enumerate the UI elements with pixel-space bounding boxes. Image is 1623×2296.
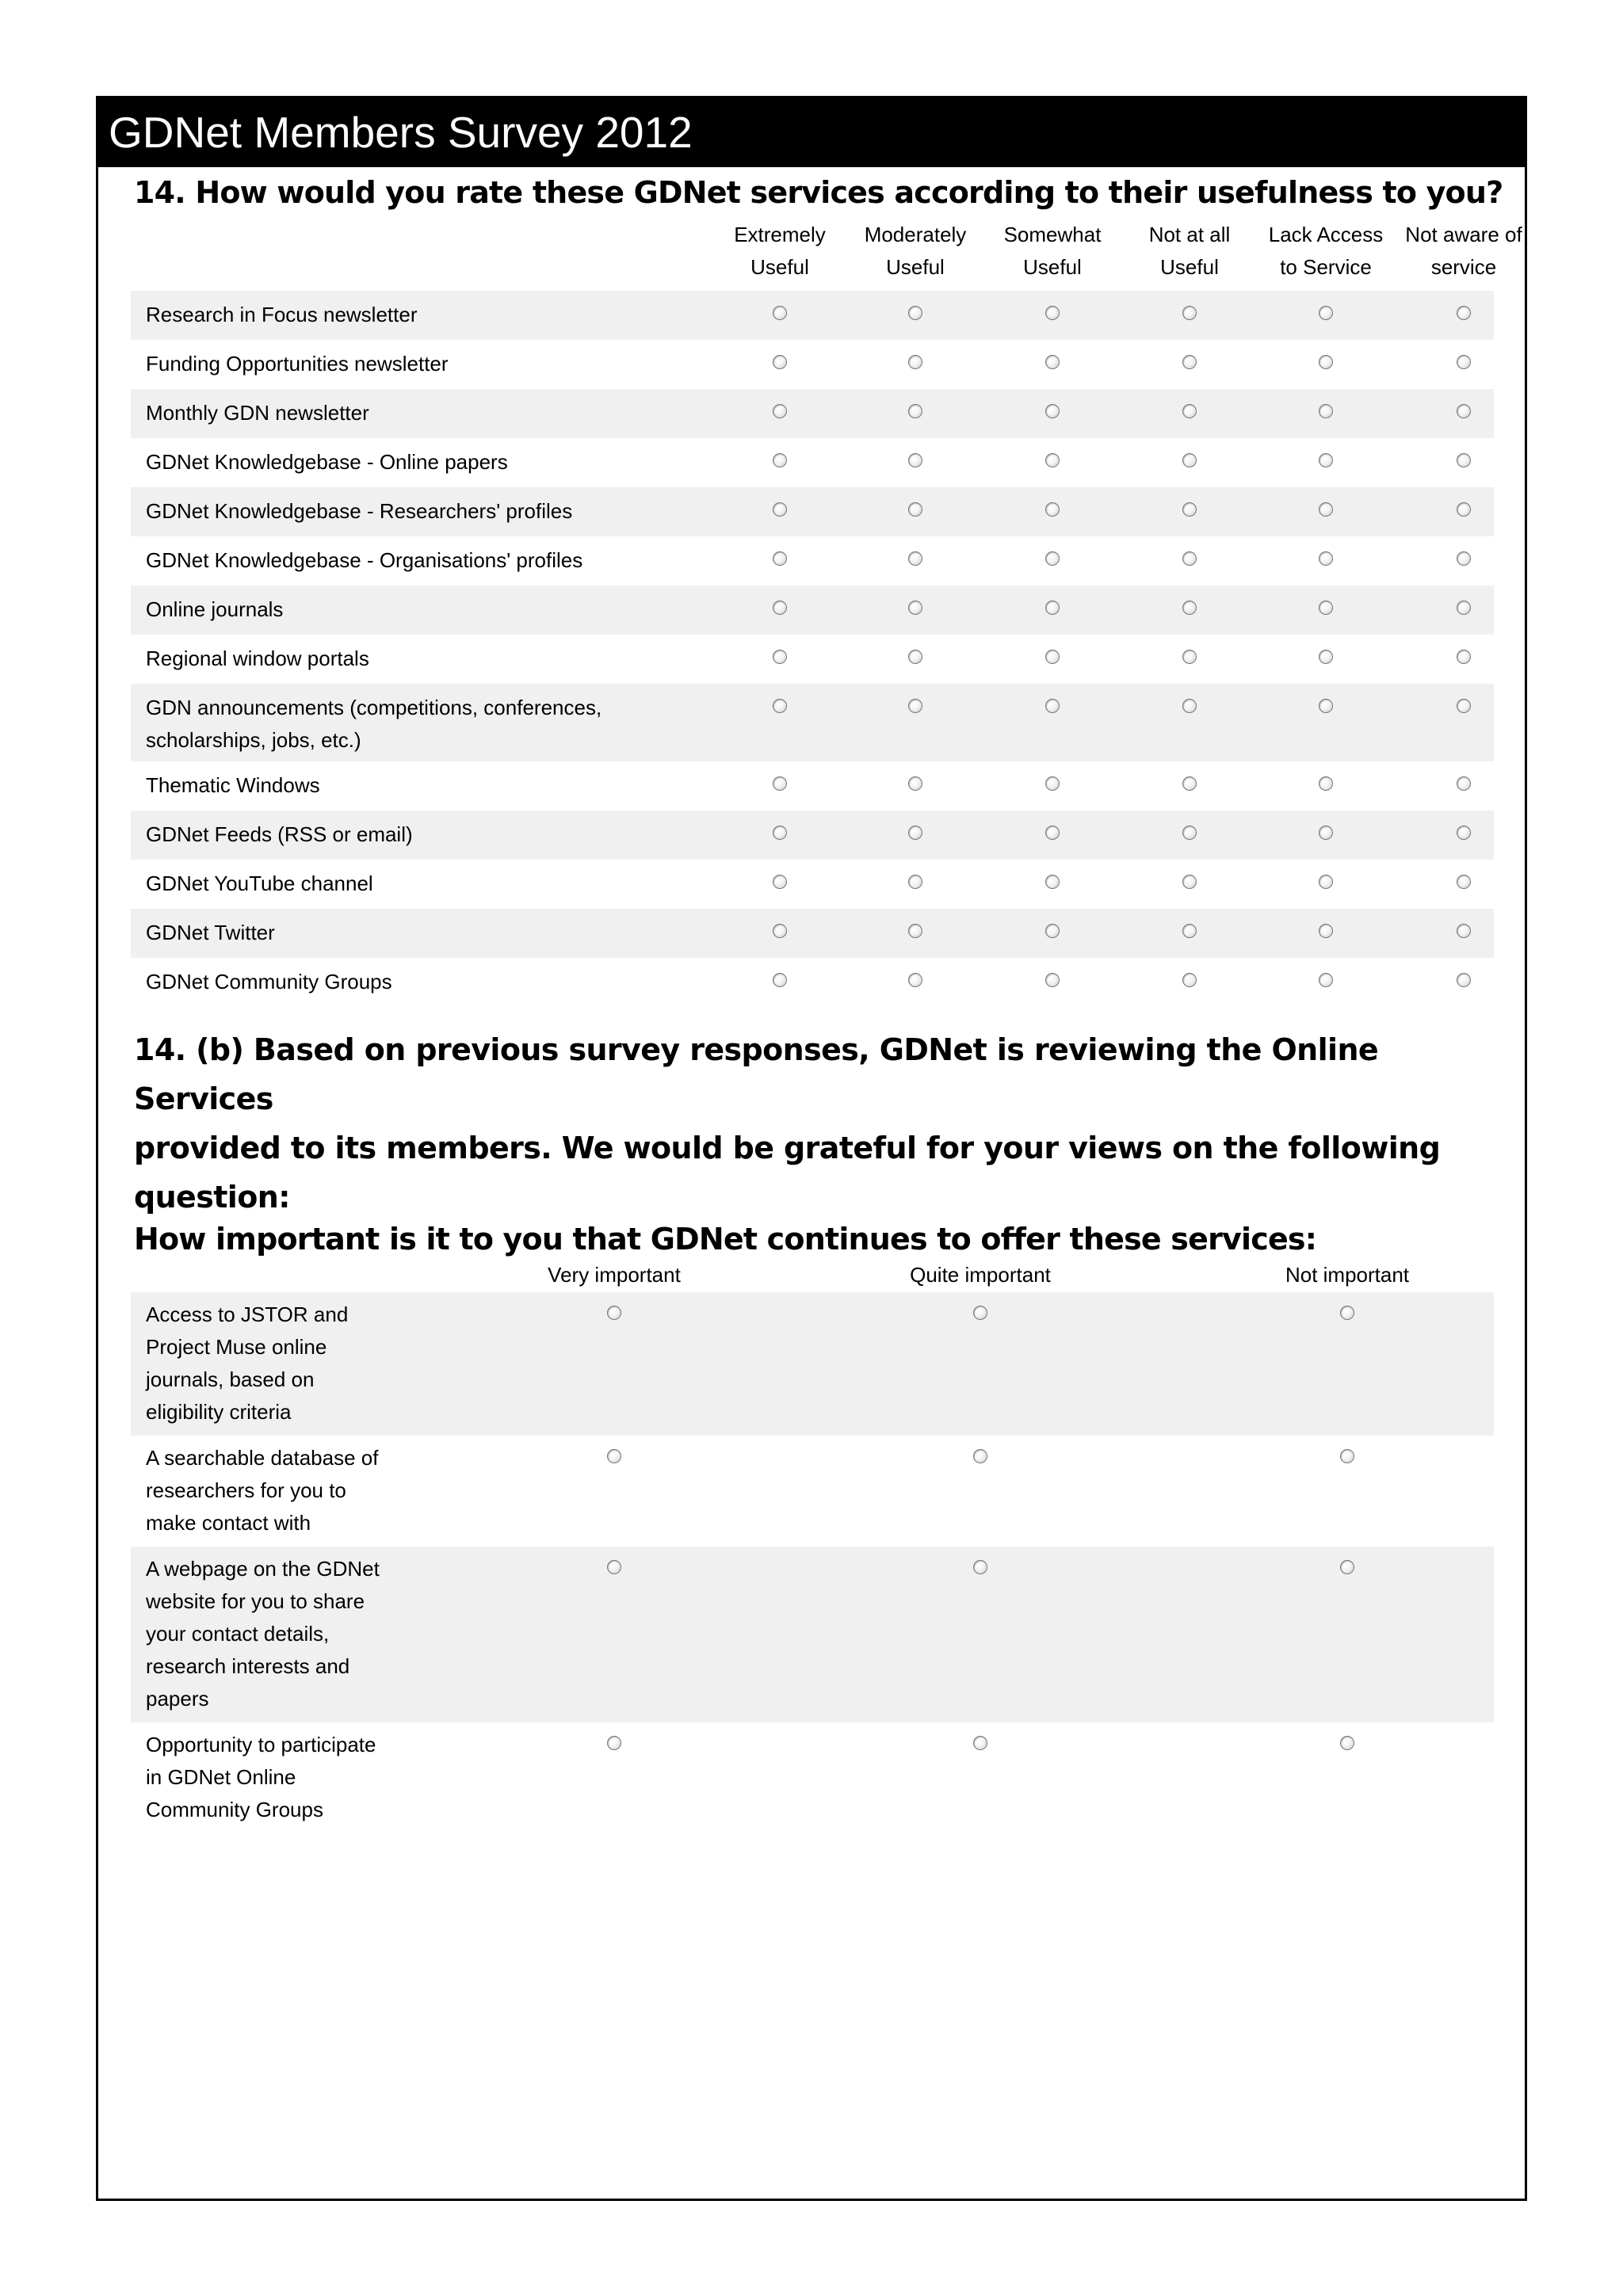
column-header-line: Moderately bbox=[864, 223, 967, 246]
row-label-line: Opportunity to participate bbox=[146, 1733, 376, 1756]
row-label bbox=[146, 769, 320, 802]
row-label-line: researchers for you to bbox=[146, 1478, 346, 1502]
question-14-grid bbox=[131, 219, 1522, 1011]
rating-radio[interactable] bbox=[908, 650, 922, 664]
rating-radio[interactable] bbox=[1182, 355, 1197, 369]
rating-radio[interactable] bbox=[1319, 355, 1333, 369]
rating-radio[interactable] bbox=[1045, 453, 1060, 467]
question-14b-subtitle: How important is it to you that GDNet continues to offer these services: bbox=[134, 1222, 1317, 1257]
rating-radio[interactable] bbox=[1045, 699, 1060, 713]
table-row bbox=[131, 340, 1494, 389]
rating-radio[interactable] bbox=[773, 551, 787, 566]
row-label-line: GDNet Knowledgebase - Researchers' profiles bbox=[146, 499, 573, 523]
rating-radio[interactable] bbox=[1457, 826, 1471, 840]
table-row bbox=[131, 1436, 1494, 1547]
row-label-line: GDNet Feeds (RSS or email) bbox=[146, 822, 413, 846]
column-header: Not important bbox=[1285, 1263, 1410, 1287]
rating-radio[interactable] bbox=[1182, 699, 1197, 713]
rating-radio[interactable] bbox=[1457, 973, 1471, 987]
row-label-line: A webpage on the GDNet bbox=[146, 1556, 380, 1581]
rating-radio[interactable] bbox=[908, 776, 922, 791]
column-header bbox=[1149, 219, 1231, 284]
importance-radio[interactable] bbox=[973, 1449, 987, 1463]
rating-radio[interactable] bbox=[908, 404, 922, 418]
row-label-line: GDNet YouTube channel bbox=[146, 871, 373, 895]
importance-radio[interactable] bbox=[607, 1306, 621, 1320]
rating-radio[interactable] bbox=[1457, 699, 1471, 713]
rating-radio[interactable] bbox=[1319, 776, 1333, 791]
column-header: Very important bbox=[548, 1263, 681, 1287]
row-label bbox=[146, 1553, 380, 1715]
column-header-line: Not at all bbox=[1148, 223, 1231, 246]
rating-radio[interactable] bbox=[1182, 453, 1197, 467]
rating-radio[interactable] bbox=[1045, 551, 1060, 566]
column-header bbox=[1405, 219, 1522, 284]
column-header-line: Useful bbox=[750, 255, 809, 279]
question-14b-line: 14. (b) Based on previous survey responses, GDNet is reviewing the Online Services bbox=[134, 1032, 1379, 1116]
row-label bbox=[146, 692, 601, 757]
row-label-line: GDNet Knowledgebase - Online papers bbox=[146, 450, 508, 474]
table-row bbox=[131, 761, 1494, 810]
rating-radio[interactable] bbox=[1319, 924, 1333, 938]
column-header: Quite important bbox=[910, 1263, 1051, 1287]
rating-radio[interactable] bbox=[1045, 875, 1060, 889]
column-header-line: Lack Access bbox=[1268, 223, 1384, 246]
importance-radio[interactable] bbox=[973, 1736, 987, 1750]
importance-radio[interactable] bbox=[1340, 1306, 1354, 1320]
rating-radio[interactable] bbox=[908, 826, 922, 840]
rating-radio[interactable] bbox=[773, 699, 787, 713]
rating-radio[interactable] bbox=[1045, 502, 1060, 517]
question-14b-grid bbox=[131, 1263, 1494, 1981]
rating-radio[interactable] bbox=[1182, 551, 1197, 566]
rating-radio[interactable] bbox=[1319, 826, 1333, 840]
column-header-line: Extremely bbox=[734, 223, 826, 246]
rating-radio[interactable] bbox=[1319, 306, 1333, 320]
rating-radio[interactable] bbox=[908, 875, 922, 889]
row-label-line: scholarships, jobs, etc.) bbox=[146, 728, 361, 752]
rating-radio[interactable] bbox=[1319, 650, 1333, 664]
row-label-line: Community Groups bbox=[146, 1798, 323, 1821]
importance-radio[interactable] bbox=[1340, 1736, 1354, 1750]
column-header-line: Useful bbox=[1023, 255, 1082, 279]
question-14b-line: question: bbox=[134, 1180, 290, 1215]
row-label bbox=[146, 593, 283, 626]
row-label-line: Online journals bbox=[146, 597, 284, 621]
rating-radio[interactable] bbox=[908, 699, 922, 713]
rating-radio[interactable] bbox=[1182, 776, 1197, 791]
survey-header: GDNet Members Survey 2012 bbox=[98, 98, 1525, 167]
row-label bbox=[146, 966, 392, 998]
row-label-line: Thematic Windows bbox=[146, 773, 320, 797]
row-label bbox=[146, 1442, 378, 1539]
rating-radio[interactable] bbox=[1045, 924, 1060, 938]
rating-radio[interactable] bbox=[1457, 502, 1471, 517]
row-label-line: GDNet Knowledgebase - Organisations' profiles bbox=[146, 548, 583, 572]
rating-radio[interactable] bbox=[773, 826, 787, 840]
rating-radio[interactable] bbox=[908, 355, 922, 369]
table-row bbox=[131, 438, 1494, 487]
rating-radio[interactable] bbox=[773, 502, 787, 517]
rating-radio[interactable] bbox=[1319, 551, 1333, 566]
rating-radio[interactable] bbox=[908, 601, 922, 615]
rating-radio[interactable] bbox=[1045, 355, 1060, 369]
table-row bbox=[131, 635, 1494, 684]
rating-radio[interactable] bbox=[908, 551, 922, 566]
row-label-line: Funding Opportunities newsletter bbox=[146, 352, 449, 376]
rating-radio[interactable] bbox=[773, 973, 787, 987]
rating-radio[interactable] bbox=[1182, 875, 1197, 889]
row-label bbox=[146, 868, 373, 900]
rating-radio[interactable] bbox=[908, 453, 922, 467]
column-header-line: Useful bbox=[886, 255, 945, 279]
row-label bbox=[146, 446, 508, 479]
rating-radio[interactable] bbox=[773, 601, 787, 615]
table-row bbox=[131, 1292, 1494, 1436]
rating-radio[interactable] bbox=[908, 973, 922, 987]
rating-radio[interactable] bbox=[1182, 973, 1197, 987]
rating-radio[interactable] bbox=[773, 306, 787, 320]
rating-radio[interactable] bbox=[908, 502, 922, 517]
rating-radio[interactable] bbox=[1045, 404, 1060, 418]
rating-radio[interactable] bbox=[908, 306, 922, 320]
column-header bbox=[1269, 219, 1384, 284]
rating-radio[interactable] bbox=[1457, 453, 1471, 467]
rating-radio[interactable] bbox=[1182, 601, 1197, 615]
rating-radio[interactable] bbox=[1182, 502, 1197, 517]
row-label-line: GDN announcements (competitions, conferences, bbox=[146, 696, 602, 719]
table-row bbox=[131, 958, 1494, 1007]
row-label bbox=[146, 348, 449, 380]
rating-radio[interactable] bbox=[1457, 924, 1471, 938]
rating-radio[interactable] bbox=[1045, 776, 1060, 791]
rating-radio[interactable] bbox=[1045, 306, 1060, 320]
rating-radio[interactable] bbox=[1457, 551, 1471, 566]
table-row bbox=[131, 684, 1494, 761]
row-label-line: journals, based on bbox=[146, 1367, 315, 1391]
row-label bbox=[146, 495, 572, 528]
row-label-line: A searchable database of bbox=[146, 1446, 379, 1470]
row-label-line: Project Muse online bbox=[146, 1335, 327, 1359]
column-header-line: Not aware of bbox=[1405, 223, 1522, 246]
rating-radio[interactable] bbox=[1182, 404, 1197, 418]
rating-radio[interactable] bbox=[1182, 306, 1197, 320]
column-header-line: to Service bbox=[1280, 255, 1372, 279]
rating-radio[interactable] bbox=[1457, 355, 1471, 369]
row-label-line: in GDNet Online bbox=[146, 1765, 296, 1789]
row-label-line: Regional window portals bbox=[146, 646, 369, 670]
question-14b-text bbox=[134, 1025, 1513, 1222]
rating-radio[interactable] bbox=[773, 355, 787, 369]
table-row bbox=[131, 1547, 1494, 1723]
table-row bbox=[131, 585, 1494, 635]
row-label bbox=[146, 299, 417, 331]
row-label-line: eligibility criteria bbox=[146, 1400, 292, 1424]
rating-radio[interactable] bbox=[1457, 601, 1471, 615]
table-row bbox=[131, 810, 1494, 860]
row-label bbox=[146, 1299, 348, 1428]
row-label-line: make contact with bbox=[146, 1511, 311, 1535]
importance-radio[interactable] bbox=[1340, 1449, 1354, 1463]
row-label bbox=[146, 544, 582, 577]
row-label bbox=[146, 818, 413, 851]
rating-radio[interactable] bbox=[1457, 650, 1471, 664]
rating-radio[interactable] bbox=[773, 453, 787, 467]
importance-radio[interactable] bbox=[973, 1560, 987, 1574]
table-row bbox=[131, 860, 1494, 909]
rating-radio[interactable] bbox=[1182, 924, 1197, 938]
importance-radio[interactable] bbox=[1340, 1560, 1354, 1574]
importance-radio[interactable] bbox=[607, 1736, 621, 1750]
rating-radio[interactable] bbox=[773, 650, 787, 664]
row-label bbox=[146, 397, 369, 429]
table-row bbox=[131, 487, 1494, 536]
column-header bbox=[865, 219, 967, 284]
rating-radio[interactable] bbox=[1319, 404, 1333, 418]
rating-radio[interactable] bbox=[773, 875, 787, 889]
rating-radio[interactable] bbox=[1457, 404, 1471, 418]
rating-radio[interactable] bbox=[1319, 601, 1333, 615]
row-label-line: Access to JSTOR and bbox=[146, 1302, 349, 1326]
column-header-line: Useful bbox=[1160, 255, 1219, 279]
column-header bbox=[1004, 219, 1102, 284]
rating-radio[interactable] bbox=[1045, 650, 1060, 664]
row-label bbox=[146, 917, 275, 949]
table-row bbox=[131, 291, 1494, 340]
rating-radio[interactable] bbox=[1045, 826, 1060, 840]
rating-radio[interactable] bbox=[1457, 306, 1471, 320]
survey-page-frame bbox=[96, 96, 1527, 2201]
row-label-line: GDNet Twitter bbox=[146, 921, 275, 944]
importance-radio[interactable] bbox=[607, 1560, 621, 1574]
rating-radio[interactable] bbox=[1319, 699, 1333, 713]
row-label-line: Monthly GDN newsletter bbox=[146, 401, 369, 425]
rating-radio[interactable] bbox=[773, 404, 787, 418]
rating-radio[interactable] bbox=[773, 924, 787, 938]
table-row bbox=[131, 389, 1494, 438]
rating-radio[interactable] bbox=[1457, 875, 1471, 889]
column-header bbox=[734, 219, 826, 284]
rating-radio[interactable] bbox=[1319, 502, 1333, 517]
question-14-title: 14. How would you rate these GDNet services according to their usefulness to you? bbox=[134, 175, 1503, 210]
table-row bbox=[131, 536, 1494, 585]
column-header-line: Somewhat bbox=[1003, 223, 1102, 246]
rating-radio[interactable] bbox=[1319, 875, 1333, 889]
row-label-line: website for you to share bbox=[146, 1589, 365, 1613]
row-label-line: Research in Focus newsletter bbox=[146, 303, 418, 326]
rating-radio[interactable] bbox=[1457, 776, 1471, 791]
table-row bbox=[131, 1722, 1494, 1833]
rating-radio[interactable] bbox=[1319, 453, 1333, 467]
rating-radio[interactable] bbox=[1182, 650, 1197, 664]
rating-radio[interactable] bbox=[1182, 826, 1197, 840]
row-label bbox=[146, 643, 369, 675]
column-header-line: service bbox=[1430, 255, 1497, 279]
importance-radio[interactable] bbox=[973, 1306, 987, 1320]
row-label-line: papers bbox=[146, 1686, 209, 1711]
rating-radio[interactable] bbox=[908, 924, 922, 938]
row-label-line: GDNet Community Groups bbox=[146, 970, 392, 994]
rating-radio[interactable] bbox=[1045, 601, 1060, 615]
row-label-line: research interests and bbox=[146, 1653, 350, 1678]
row-label-line: your contact details, bbox=[146, 1621, 330, 1646]
rating-radio[interactable] bbox=[773, 776, 787, 791]
table-row bbox=[131, 909, 1494, 958]
importance-radio[interactable] bbox=[607, 1449, 621, 1463]
question-14b-line: provided to its members. We would be grateful for your views on the following bbox=[134, 1131, 1441, 1165]
rating-radio[interactable] bbox=[1319, 973, 1333, 987]
row-label bbox=[146, 1729, 376, 1826]
rating-radio[interactable] bbox=[1045, 973, 1060, 987]
